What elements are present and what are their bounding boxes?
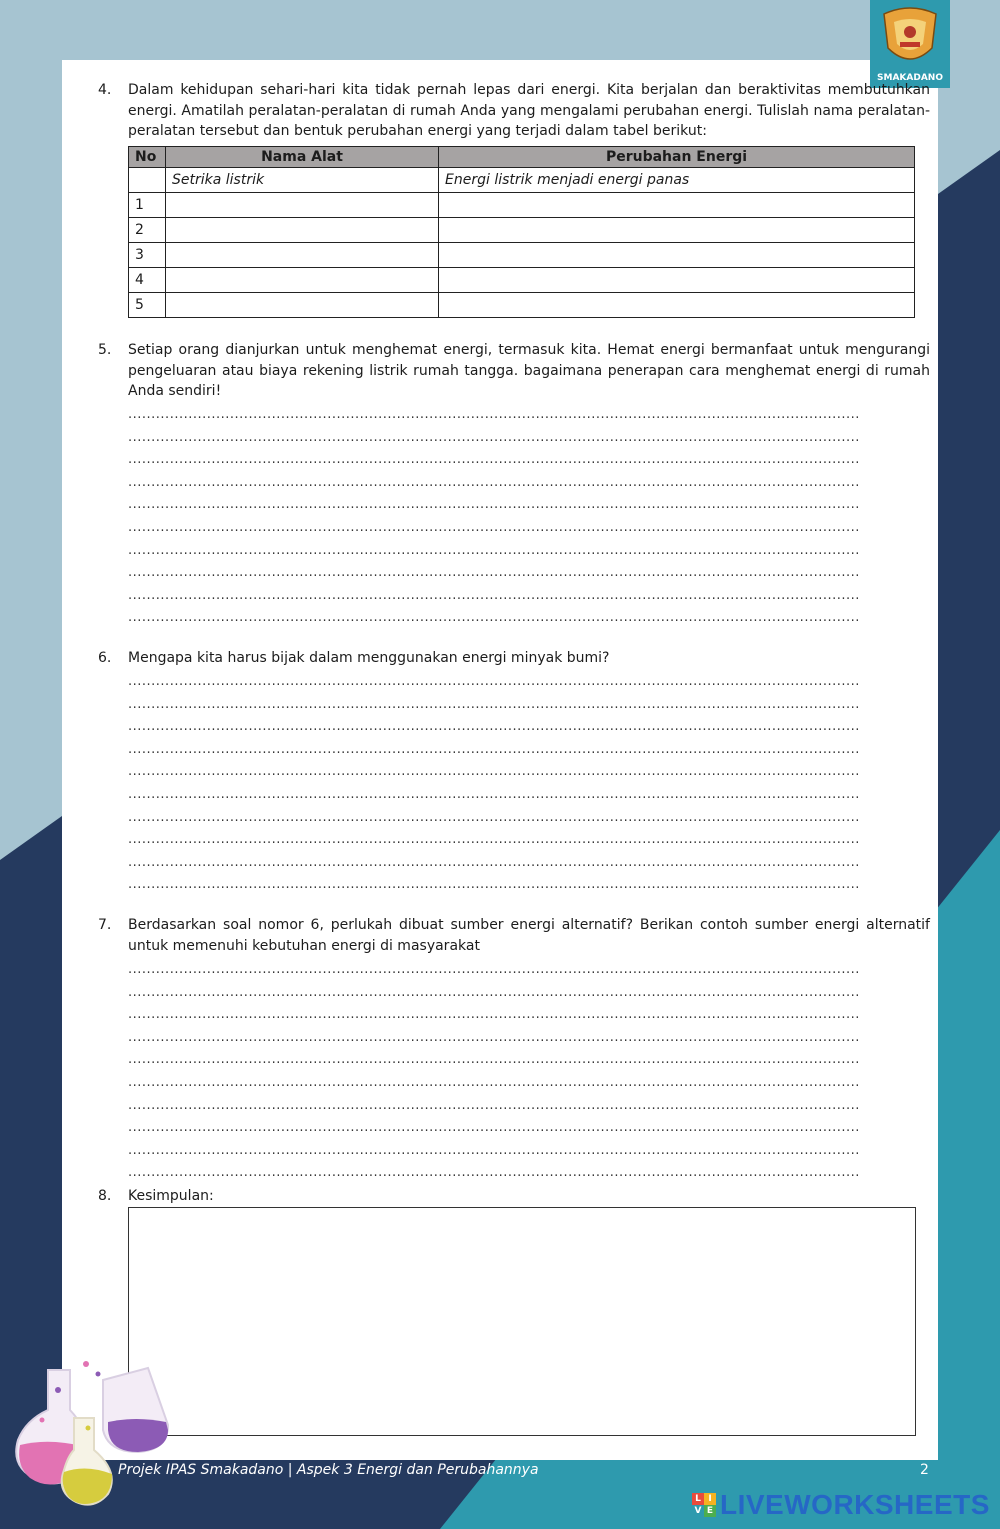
lab-flasks-icon	[8, 1360, 178, 1510]
question-4	[98, 80, 930, 142]
table-header-row	[129, 147, 915, 168]
question-8	[98, 1186, 930, 1207]
cell-nama-alat: Setrika listrik	[166, 168, 439, 193]
answer-line[interactable]: ..............................................................................................................................................................	[128, 519, 860, 535]
answer-line[interactable]: ..............................................................................................................................................................	[128, 1142, 860, 1158]
answer-line[interactable]: ..............................................................................................................................................................	[128, 1029, 860, 1045]
table-row	[129, 293, 915, 318]
cell-nama-alat-input[interactable]	[166, 293, 439, 318]
answer-line[interactable]: ..............................................................................................................................................................	[128, 542, 860, 558]
answer-line[interactable]: ..............................................................................................................................................................	[128, 696, 860, 712]
question-text: Mengapa kita harus bijak dalam menggunakan energi minyak bumi?	[128, 650, 610, 666]
answer-line[interactable]: ..............................................................................................................................................................	[128, 452, 860, 468]
footer-title: Projek IPAS Smakadano | Aspek 3 Energi dan Perubahannya	[118, 1462, 539, 1478]
cell-perubahan: Energi listrik menjadi energi panas	[439, 168, 915, 193]
answer-line[interactable]: ..............................................................................................................................................................	[128, 565, 860, 581]
cell-no: 5	[129, 293, 166, 318]
liveworksheets-brand[interactable]	[692, 1488, 990, 1522]
cell-perubahan-input[interactable]	[439, 218, 915, 243]
cell-nama-alat-input[interactable]	[166, 268, 439, 293]
header-no: No	[129, 147, 166, 168]
answer-line[interactable]: ..............................................................................................................................................................	[128, 741, 860, 757]
cell-no: 1	[129, 193, 166, 218]
question-number: 4.	[98, 82, 112, 98]
answer-line[interactable]: ..............................................................................................................................................................	[128, 407, 860, 422]
question-5	[98, 340, 930, 402]
answer-line[interactable]: ..............................................................................................................................................................	[128, 474, 860, 490]
answer-line[interactable]: ..............................................................................................................................................................	[128, 832, 860, 848]
answer-lines-6[interactable]	[128, 671, 915, 897]
kesimpulan-answer-box[interactable]	[128, 1207, 916, 1436]
brand-letter: E	[704, 1505, 716, 1517]
answer-line[interactable]: ..............................................................................................................................................................	[128, 962, 860, 977]
brand-letter: L	[692, 1493, 704, 1505]
answer-line[interactable]: ..............................................................................................................................................................	[128, 1165, 860, 1181]
cell-perubahan-input[interactable]	[439, 193, 915, 218]
logo-caption: SMAKADANO	[877, 73, 943, 83]
answer-line[interactable]: ..............................................................................................................................................................	[128, 786, 860, 802]
table-row	[129, 243, 915, 268]
cell-perubahan-input[interactable]	[439, 293, 915, 318]
answer-line[interactable]: ..............................................................................................................................................................	[128, 1120, 860, 1136]
answer-line[interactable]: ..............................................................................................................................................................	[128, 429, 860, 445]
brand-letter: I	[704, 1493, 716, 1505]
answer-lines-7[interactable]	[128, 959, 915, 1185]
answer-line[interactable]: ..............................................................................................................................................................	[128, 809, 860, 825]
header-perubahan-energi: Perubahan Energi	[439, 147, 915, 168]
question-number: 5.	[98, 342, 112, 358]
cell-nama-alat-input[interactable]	[166, 218, 439, 243]
question-number: 8.	[98, 1188, 112, 1204]
answer-line[interactable]: ..............................................................................................................................................................	[128, 674, 860, 689]
question-text: Setiap orang dianjurkan untuk menghemat energi, termasuk kita. Hemat energi bermanfaat untuk mengurangi pengeluaran atau biaya rekening listrik rumah tangga. bagaimana penerapan cara menghemat energi di rumah Anda sendiri!	[128, 342, 930, 399]
energy-change-table	[128, 146, 915, 318]
answer-line[interactable]: ..............................................................................................................................................................	[128, 1007, 860, 1023]
question-text: Dalam kehidupan sehari-hari kita tidak pernah lepas dari energi. Kita berjalan dan beraktivitas membutuhkan energi. Amatilah peralatan-peralatan di rumah Anda yang mengalami perubahan energi. Tulislah nama peralatan-peralatan tersebut dan bentuk perubahan energi yang terjadi dalam tabel berikut:	[128, 82, 930, 139]
answer-line[interactable]: ..............................................................................................................................................................	[128, 1074, 860, 1090]
answer-line[interactable]: ..............................................................................................................................................................	[128, 719, 860, 735]
liveworksheets-logo-icon	[692, 1493, 716, 1517]
answer-line[interactable]: ..............................................................................................................................................................	[128, 610, 860, 626]
answer-line[interactable]: ..............................................................................................................................................................	[128, 1097, 860, 1113]
cell-no: 4	[129, 268, 166, 293]
school-crest-icon	[870, 0, 950, 88]
question-text: Kesimpulan:	[128, 1188, 214, 1204]
question-text: Berdasarkan soal nomor 6, perlukah dibuat sumber energi alternatif? Berikan contoh sumber energi alternatif untuk memenuhi kebutuhan energi di masyarakat	[128, 917, 930, 954]
header-nama-alat: Nama Alat	[166, 147, 439, 168]
answer-line[interactable]: ..............................................................................................................................................................	[128, 877, 860, 893]
page-number: 2	[920, 1462, 929, 1478]
brand-letter: V	[692, 1505, 704, 1517]
liveworksheets-text: LIVEWORKSHEETS	[720, 1489, 990, 1520]
question-6	[98, 648, 930, 669]
question-7	[98, 915, 930, 956]
answer-line[interactable]: ..............................................................................................................................................................	[128, 854, 860, 870]
cell-perubahan-input[interactable]	[439, 268, 915, 293]
question-number: 7.	[98, 917, 112, 933]
table-row-example	[129, 168, 915, 193]
question-number: 6.	[98, 650, 112, 666]
answer-line[interactable]: ..............................................................................................................................................................	[128, 764, 860, 780]
answer-lines-5[interactable]	[128, 404, 915, 630]
cell-perubahan-input[interactable]	[439, 243, 915, 268]
answer-line[interactable]: ..............................................................................................................................................................	[128, 1052, 860, 1068]
table-row	[129, 193, 915, 218]
cell-no: 2	[129, 218, 166, 243]
table-row	[129, 218, 915, 243]
table-row	[129, 268, 915, 293]
answer-line[interactable]: ..............................................................................................................................................................	[128, 497, 860, 513]
answer-line[interactable]: ..............................................................................................................................................................	[128, 587, 860, 603]
cell-nama-alat-input[interactable]	[166, 193, 439, 218]
cell-no	[129, 168, 166, 193]
cell-no: 3	[129, 243, 166, 268]
answer-line[interactable]: ..............................................................................................................................................................	[128, 984, 860, 1000]
cell-nama-alat-input[interactable]	[166, 243, 439, 268]
